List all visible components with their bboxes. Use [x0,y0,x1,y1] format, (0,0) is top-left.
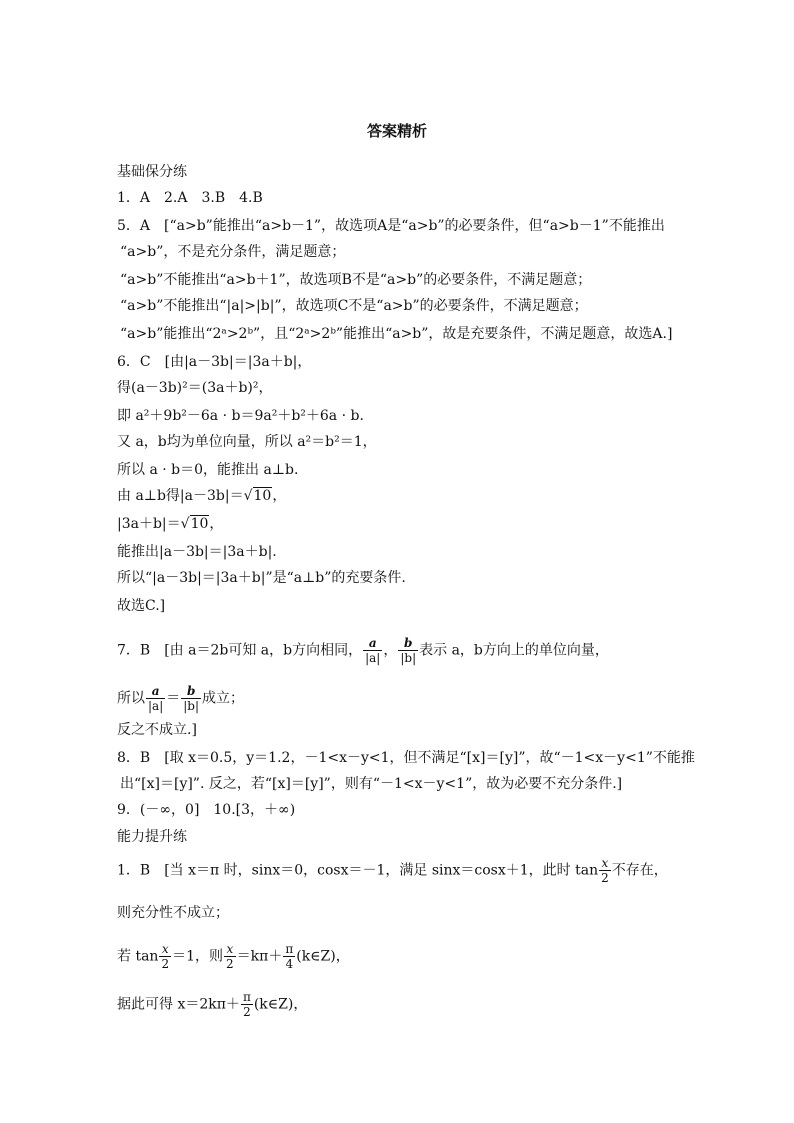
answer-line: 即 a²＋9b²－6a · b＝9a²＋b²＋6a · b. [117,408,364,424]
answer-line: 5．A [“a>b”能推出“a>b－1”，故选项A是“a>b”的必要条件，但“a>b－1”不能推出 [117,218,665,234]
text-run: 1．B [当 x＝π 时，sinx＝0，cosx＝－1，满足 sinx＝cosx＋1，此时 tan [117,862,599,879]
answer-line: 反之不成立.] [117,722,197,738]
denominator: |a| [148,699,164,713]
answer-line: 得(a－3b)²＝(3a＋b)²， [117,380,273,396]
answer-line [117,487,286,505]
fraction [159,942,171,971]
denominator: 2 [161,957,170,971]
text-run: ， [209,516,224,532]
numerator: a [363,636,382,651]
sqrt-expression: √10 [180,516,209,532]
text-run: ＝kπ＋ [236,948,283,965]
answer-line: 出“[x]＝[y]”. 反之，若“[x]＝[y]”，则有“－1<x－y<1”，故为必要不充分条件.] [120,776,623,792]
text-run: 由 a⊥b得|a－3b|＝ [117,488,244,504]
denominator: |b| [400,651,417,665]
answer-line: 所以“|a－3b|＝|3a＋b|”是“a⊥b”的充要条件. [117,570,406,586]
answer-line: 又 a，b均为单位向量，所以 a²＝b²＝1， [117,434,377,450]
answer-line [117,856,668,885]
answer-line: 8．B [取 x＝0.5，y＝1.2，－1<x－y<1，但不满足“[x]＝[y]”，故“－1<x－y<1”不能推 [117,750,695,766]
numerator: a [146,684,165,699]
text-run: ＝1，则 [172,948,224,965]
text-run: (k∈Z)， [253,996,308,1013]
text-run: (k∈Z)， [296,948,350,965]
answer-line [117,684,244,713]
text-run: 表示 a，b方向上的单位向量， [419,642,609,659]
numerator: b [181,684,201,699]
denominator: 4 [285,957,294,971]
fraction [283,942,295,971]
answer-line: 则充分性不成立； [117,905,229,921]
answer-line [117,515,223,533]
fraction [146,684,165,713]
numerator: π [285,942,294,956]
denominator: 2 [601,871,609,885]
fraction [398,636,418,665]
answer-line: 能推出|a－3b|＝|3a＋b|. [117,544,277,560]
fraction [224,942,236,971]
answer-line: “a>b”不能推出“a>b＋1”，故选项B不是“a>b”的必要条件，不满足题意； [120,272,592,288]
answer-line: 故选C.] [117,598,166,614]
text-run: 不存在， [611,862,668,879]
numerator: x [159,942,171,957]
answer-line [117,636,609,665]
section-heading-advanced: 能力提升练 [117,829,187,845]
sqrt-expression: √10 [243,488,272,504]
text-run: 7．B [由 a＝2b可知 a，b方向相同， [117,642,363,659]
page-title: 答案精析 [366,122,427,140]
numerator: π [242,990,251,1004]
fraction [363,636,382,665]
text-run: ， [383,642,398,659]
answer-line: 1．A 2.A 3.B 4.B [117,190,263,206]
numerator: b [398,636,418,651]
text-run: ， [272,488,287,504]
answer-line: 所以 a · b＝0，能推出 a⊥b. [117,462,299,478]
radicand: 10 [253,488,272,504]
denominator: 2 [243,1005,251,1019]
text-run: 若 tan [117,948,159,965]
answer-line [117,990,307,1019]
fraction [181,684,201,713]
text-run: 成立； [202,690,245,707]
answer-line: “a>b”不能推出“|a|>|b|”，故选项C不是“a>b”的必要条件，不满足题意； [120,298,588,314]
answer-line: 6．C [由|a－3b|＝|3a＋b|， [117,354,312,370]
answer-line [117,942,350,971]
section-heading-basic: 基础保分练 [117,164,187,180]
text-run: 据此可得 x＝2kπ＋ [117,996,240,1013]
denominator: |a| [365,651,381,665]
answer-line: 9．(－∞，0] 10.[3，＋∞) [117,802,296,818]
answer-line: “a>b”，不是充分条件，满足题意； [120,244,346,260]
fraction [241,990,253,1019]
radicand: 10 [190,516,209,532]
answer-line: “a>b”能推出“2ᵃ>2ᵇ”，且“2ᵃ>2ᵇ”能推出“a>b”，故是充要条件，不满足题意，故选A.] [120,326,673,342]
denominator: |b| [183,699,200,713]
text-run: |3a＋b|＝ [117,516,181,532]
numerator: x [224,942,236,957]
text-run: ＝ [166,690,181,707]
numerator: x [599,856,611,871]
denominator: 2 [226,957,234,971]
text-run: 所以 [117,690,145,707]
fraction [599,856,611,885]
